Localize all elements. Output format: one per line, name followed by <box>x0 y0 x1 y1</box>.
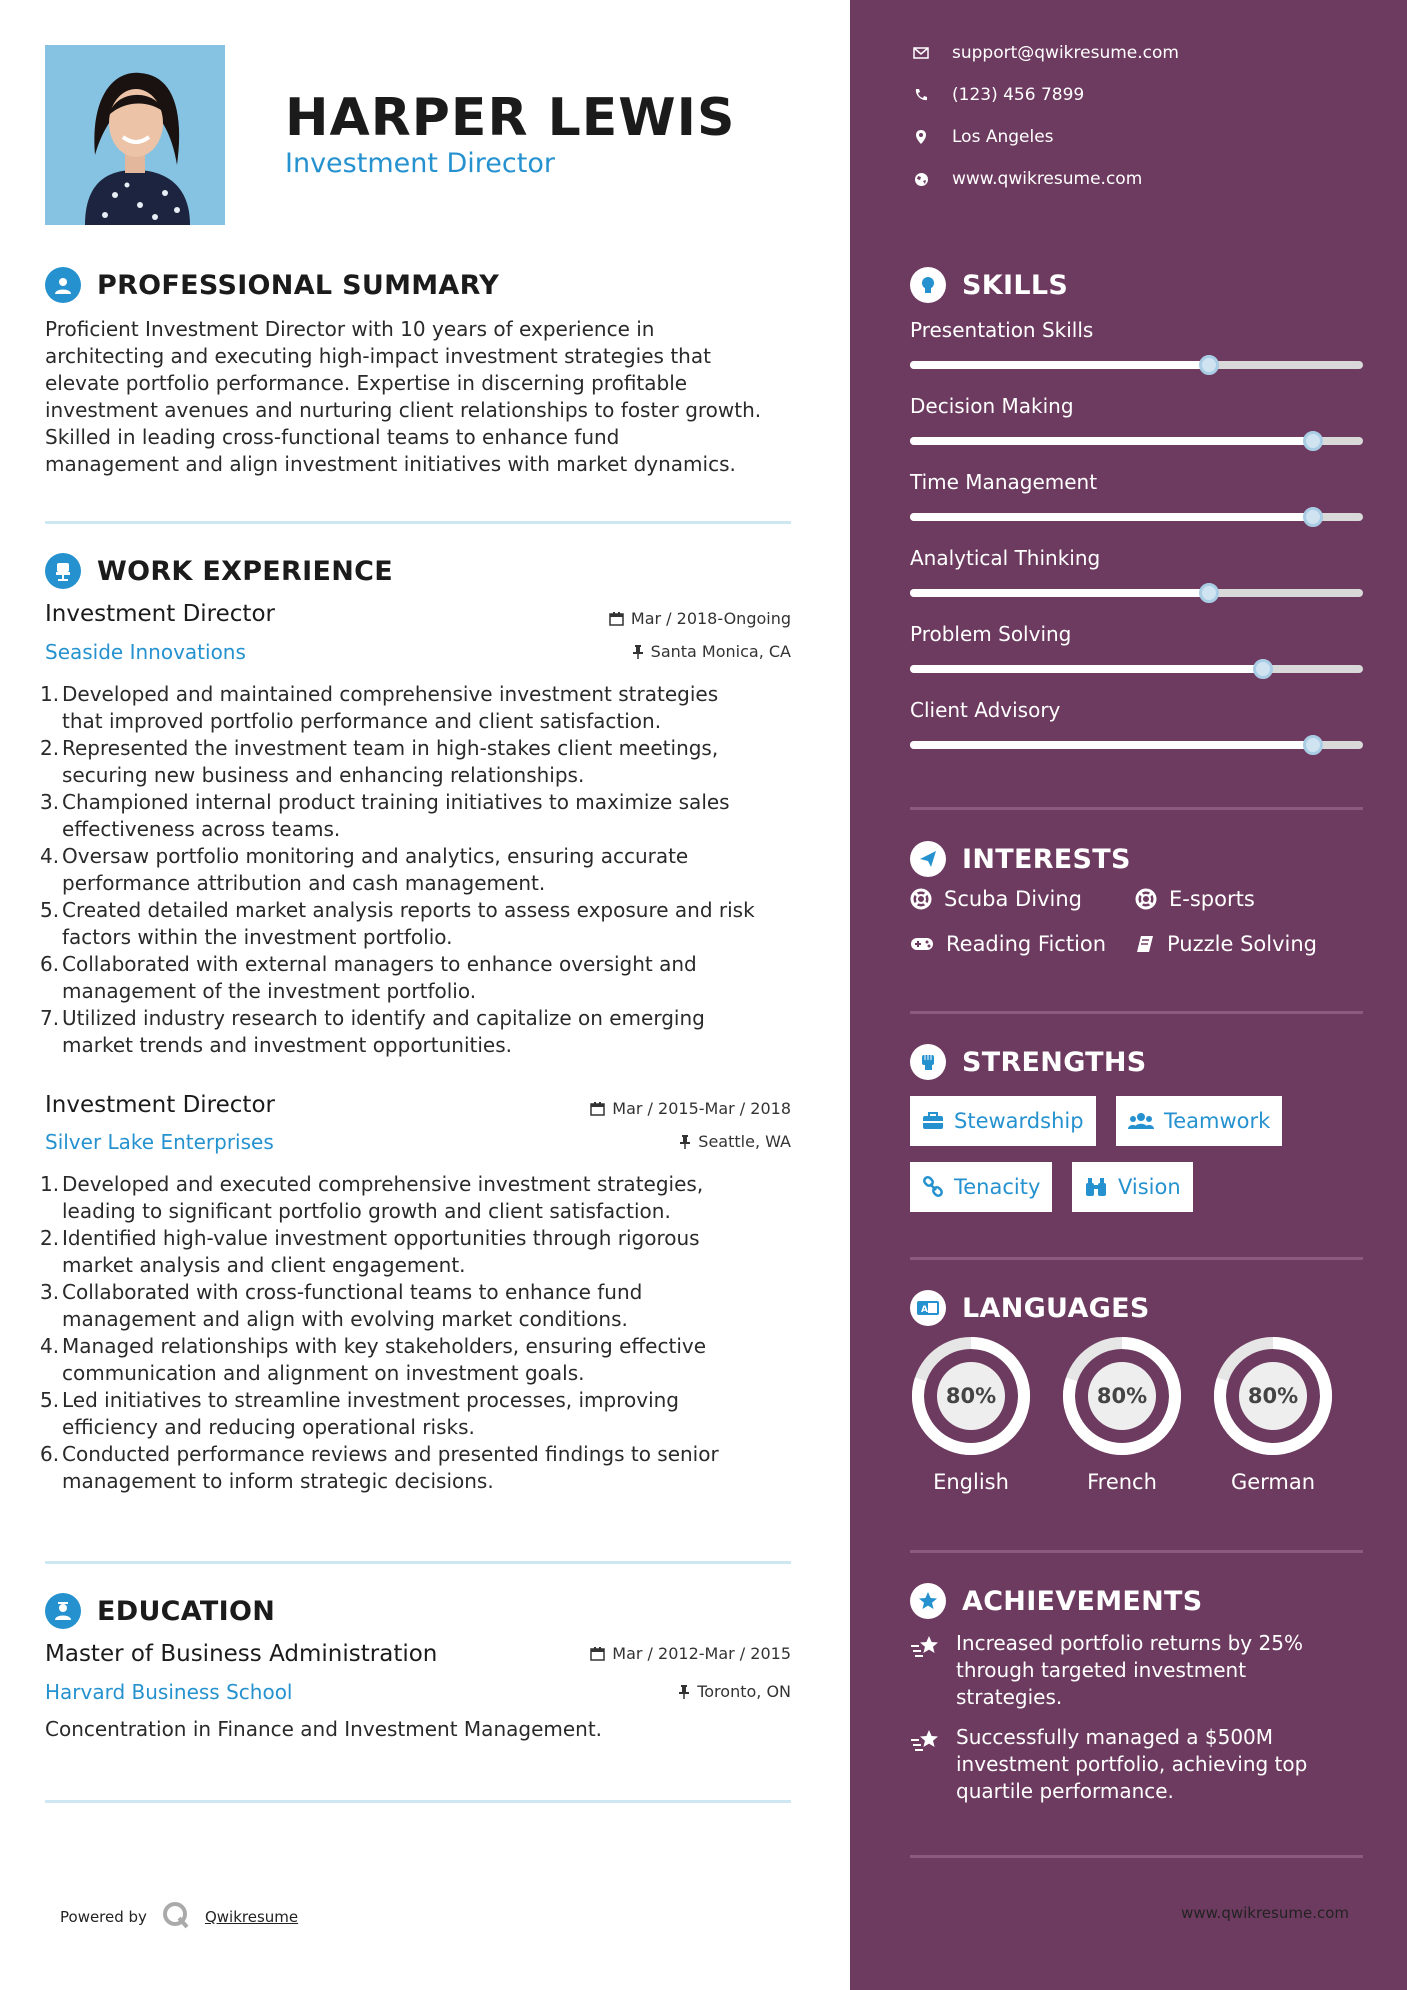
users-icon <box>1128 1112 1154 1130</box>
strength-chip <box>1072 1162 1193 1212</box>
binoculars-icon <box>1084 1177 1108 1197</box>
achievement-item <box>910 1724 1340 1805</box>
user-circle-icon <box>45 267 81 303</box>
candidate-role: Investment Director <box>285 148 555 179</box>
skill-bar-knob <box>1253 659 1273 679</box>
languages-header <box>910 1290 1150 1326</box>
language-label: German <box>1230 1470 1316 1494</box>
strength-chip <box>1116 1096 1282 1146</box>
graduate-icon <box>45 1593 81 1629</box>
skill-label: Presentation Skills <box>910 318 1094 342</box>
paper-plane-icon <box>910 841 946 877</box>
language-ring <box>1212 1335 1334 1461</box>
job-location <box>679 1132 791 1151</box>
skill-label: Analytical Thinking <box>910 546 1101 570</box>
company-name: Silver Lake Enterprises <box>45 1130 274 1154</box>
list-item: 7. Utilized industry research to identify and capitalize on emerging market trends and investment opportunities. <box>40 1006 705 1057</box>
job-date <box>590 1099 791 1118</box>
section-divider <box>45 1561 791 1564</box>
job-date-text: Mar / 2015-Mar / 2018 <box>612 1099 791 1118</box>
skill-bar-fill <box>910 741 1313 749</box>
skill-label: Client Advisory <box>910 698 1061 722</box>
section-divider <box>45 1800 791 1803</box>
job-duties <box>40 1171 800 1495</box>
pin-icon <box>678 1684 690 1699</box>
summary-line: investment avenues and nurturing client relationships to foster growth. <box>45 398 762 422</box>
skill-bar-knob <box>1199 355 1219 375</box>
gamepad-icon <box>910 935 934 953</box>
skill-bar <box>910 741 1363 749</box>
achievements-title: ACHIEVEMENTS <box>962 1585 1203 1617</box>
calendar-icon <box>590 1646 605 1661</box>
lifebuoy-icon <box>910 888 932 910</box>
skill-bar <box>910 437 1363 445</box>
achievements-header <box>910 1583 1203 1619</box>
translate-icon <box>910 1290 946 1326</box>
achievement-item <box>910 1630 1340 1711</box>
job-date-text: Mar / 2018-Ongoing <box>630 609 791 628</box>
footer-website[interactable]: www.qwikresume.com <box>1181 1904 1349 1922</box>
skill-bar-fill <box>910 665 1263 673</box>
candidate-name: HARPER LEWIS <box>285 88 736 148</box>
phone-text: (123) 456 7899 <box>952 85 1085 105</box>
language-percent: 80% <box>1247 1384 1299 1408</box>
summary-line: Proficient Investment Director with 10 years of experience in <box>45 317 655 341</box>
sidebar <box>850 0 1407 1990</box>
language-ring-chart <box>910 1335 1032 1457</box>
skill-bar <box>910 513 1363 521</box>
list-item: 6. Collaborated with external managers to enhance oversight and management of the investment portfolio. <box>40 952 697 1003</box>
job-location-text: Santa Monica, CA <box>650 642 791 661</box>
sidebar-divider <box>910 1011 1363 1014</box>
summary-header <box>45 267 499 303</box>
section-divider <box>45 521 791 524</box>
skills-title: SKILLS <box>962 269 1069 301</box>
sidebar-divider <box>910 1550 1363 1553</box>
phone-icon <box>910 88 932 102</box>
strengths-title: STRENGTHS <box>962 1046 1147 1078</box>
skill-bar-fill <box>910 513 1313 521</box>
skill-label: Time Management <box>910 470 1098 494</box>
star-icon <box>910 1583 946 1619</box>
chair-icon <box>45 553 81 589</box>
interest-label: Reading Fiction <box>946 932 1107 956</box>
summary-line: management and align investment initiatives with market dynamics. <box>45 452 736 476</box>
education-header <box>45 1593 275 1629</box>
website-text[interactable]: www.qwikresume.com <box>952 169 1143 189</box>
calendar-icon <box>609 611 624 626</box>
achievement-line: Increased portfolio returns by 25% <box>956 1631 1303 1655</box>
language-ring-chart <box>1212 1335 1334 1457</box>
qwikresume-link[interactable]: Qwikresume <box>204 1908 299 1926</box>
skill-label: Problem Solving <box>910 622 1072 646</box>
list-item: 3. Collaborated with cross-functional teams to enhance fund management and align with evolving market conditions. <box>40 1280 643 1331</box>
shooting-star-icon <box>910 1728 942 1754</box>
lifebuoy-icon <box>1135 888 1157 910</box>
company-name: Seaside Innovations <box>45 640 246 664</box>
experience-title: WORK EXPERIENCE <box>97 555 393 587</box>
language-ring <box>1061 1335 1183 1461</box>
school-name: Harvard Business School <box>45 1680 293 1704</box>
shooting-star-icon <box>910 1634 942 1660</box>
language-ring-chart <box>1061 1335 1183 1457</box>
skill-bar-fill <box>910 361 1209 369</box>
summary-line: elevate portfolio performance. Expertise in discerning profitable <box>45 371 688 395</box>
interest-label: E-sports <box>1169 887 1255 911</box>
achievement-line: quartile performance. <box>956 1779 1174 1803</box>
skills-header <box>910 267 1068 303</box>
list-item: 5. Led initiatives to streamline investment processes, improving efficiency and reducing operational risks. <box>40 1388 679 1439</box>
list-item: 5. Created detailed market analysis reports to assess exposure and risk factors within the investment portfolio. <box>40 898 755 949</box>
calendar-icon <box>590 1101 605 1116</box>
powered-by-text: Powered by <box>60 1908 147 1926</box>
sidebar-divider <box>910 1257 1363 1260</box>
skill-bar-knob <box>1303 431 1323 451</box>
interest-label: Scuba Diving <box>944 887 1082 911</box>
list-item: 4. Oversaw portfolio monitoring and analytics, ensuring accurate performance attribution and cash management. <box>40 844 689 895</box>
list-item: 2. Identified high-value investment opportunities through rigorous market analysis and client engagement. <box>40 1226 700 1277</box>
strength-label: Teamwork <box>1164 1109 1271 1133</box>
interests-header <box>910 841 1131 877</box>
job-location-text: Seattle, WA <box>698 1132 791 1151</box>
interest-item <box>1135 887 1255 911</box>
interest-item <box>910 932 1106 956</box>
globe-icon <box>910 172 932 187</box>
education-title: EDUCATION <box>97 1595 276 1627</box>
education-location-text: Toronto, ON <box>697 1682 791 1701</box>
job-duties <box>40 681 800 1059</box>
skill-bar <box>910 589 1363 597</box>
job-location <box>632 642 791 661</box>
list-item: 1. Developed and maintained comprehensive investment strategies that improved portfolio performance and client satisfaction. <box>40 682 719 733</box>
email-text[interactable]: support@qwikresume.com <box>952 43 1179 63</box>
interest-item <box>1135 932 1317 956</box>
strength-label: Tenacity <box>954 1175 1041 1199</box>
list-item: 6. Conducted performance reviews and presented findings to senior management to inform strategic decisions. <box>40 1442 719 1493</box>
list-item: 2. Represented the investment team in high-stakes client meetings, securing new business and enhancing relationships. <box>40 736 719 787</box>
contact-location <box>910 127 1054 147</box>
skill-bar-fill <box>910 437 1313 445</box>
summary-line: architecting and executing high-impact investment strategies that <box>45 344 711 368</box>
education-date <box>590 1644 791 1663</box>
education-location <box>678 1682 791 1701</box>
map-pin-icon <box>910 129 932 145</box>
summary-title: PROFESSIONAL SUMMARY <box>97 269 500 301</box>
strengths-header <box>910 1044 1147 1080</box>
svg-text:A: A <box>921 1305 928 1315</box>
location-text: Los Angeles <box>952 127 1054 147</box>
interest-item <box>910 887 1082 911</box>
skill-bar <box>910 361 1363 369</box>
language-percent: 80% <box>945 1384 997 1408</box>
summary-text <box>45 316 795 478</box>
education-note: Concentration in Finance and Investment Management. <box>45 1717 603 1741</box>
achievement-line: strategies. <box>956 1685 1063 1709</box>
list-item: 3. Championed internal product training initiatives to maximize sales effectiveness across teams. <box>40 790 730 841</box>
contact-email <box>910 43 1179 63</box>
strength-label: Stewardship <box>954 1109 1084 1133</box>
job-title: Investment Director <box>45 1092 275 1118</box>
skill-bar-knob <box>1303 507 1323 527</box>
footer-powered-by <box>60 1900 298 1934</box>
contact-website <box>910 169 1142 189</box>
book-icon <box>1135 934 1155 954</box>
education-date-text: Mar / 2012-Mar / 2015 <box>612 1644 791 1663</box>
sidebar-divider <box>910 1855 1363 1858</box>
envelope-icon <box>910 47 932 59</box>
skill-bar <box>910 665 1363 673</box>
list-item: 1. Developed and executed comprehensive investment strategies, leading to significant portfolio growth and client satisfaction. <box>40 1172 704 1223</box>
achievement-line: through targeted investment <box>956 1658 1247 1682</box>
job-title: Investment Director <box>45 601 275 627</box>
briefcase-icon <box>922 1112 944 1130</box>
skill-bar-knob <box>1199 583 1219 603</box>
fist-icon <box>910 1044 946 1080</box>
job-date <box>609 609 791 628</box>
achievement-line: investment portfolio, achieving top <box>956 1752 1308 1776</box>
interests-title: INTERESTS <box>962 843 1131 875</box>
languages-title: LANGUAGES <box>962 1292 1150 1324</box>
experience-header <box>45 553 393 589</box>
achievement-line: Successfully managed a $500M <box>956 1725 1274 1749</box>
pin-icon <box>632 644 644 659</box>
lightbulb-icon <box>910 267 946 303</box>
list-item: 4. Managed relationships with key stakeholders, ensuring effective communication and alignment on investment goals. <box>40 1334 707 1385</box>
contact-phone <box>910 85 1084 105</box>
language-percent: 80% <box>1096 1384 1148 1408</box>
degree-title: Master of Business Administration <box>45 1641 438 1667</box>
skill-label: Decision Making <box>910 394 1074 418</box>
qwikresume-logo-icon <box>161 1900 191 1934</box>
strength-chip <box>910 1162 1052 1212</box>
language-label: French <box>1087 1470 1157 1494</box>
language-ring <box>910 1335 1032 1461</box>
language-label: English <box>933 1470 1009 1494</box>
link-icon <box>922 1176 944 1198</box>
strength-label: Vision <box>1118 1175 1181 1199</box>
summary-line: Skilled in leading cross-functional teams to enhance fund <box>45 425 620 449</box>
skill-bar-fill <box>910 589 1209 597</box>
pin-icon <box>679 1134 691 1149</box>
skill-bar-knob <box>1303 735 1323 755</box>
interest-label: Puzzle Solving <box>1167 932 1317 956</box>
sidebar-divider <box>910 807 1363 810</box>
strength-chip <box>910 1096 1096 1146</box>
profile-photo <box>45 45 225 225</box>
